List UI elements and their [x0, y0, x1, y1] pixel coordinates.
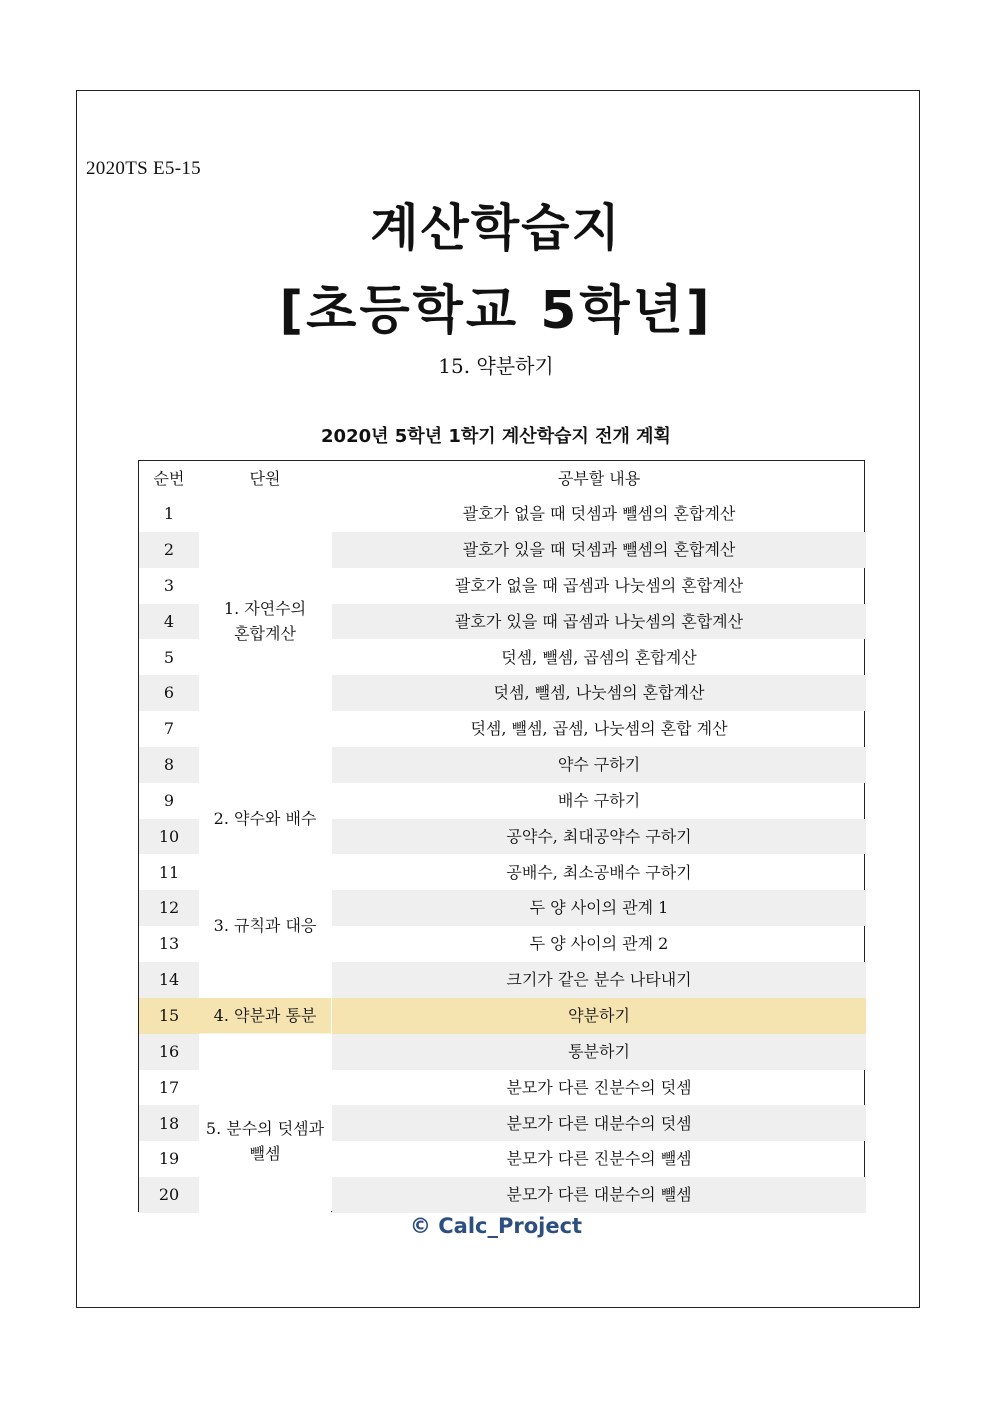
copyright-footer: © Calc_Project [409, 1214, 583, 1238]
row-number: 12 [139, 890, 199, 926]
lesson-title: 15. 약분하기 [438, 354, 554, 378]
row-number: 20 [139, 1177, 199, 1213]
row-number: 9 [163, 790, 175, 810]
row-number: 17 [158, 1077, 180, 1097]
row-content: 약수 구하기 [332, 747, 866, 783]
row-number: 15 [139, 998, 199, 1034]
document-code: 2020TS E5-15 [86, 158, 201, 179]
header-unit: 단원 [249, 468, 281, 488]
row-number: 13 [158, 934, 180, 954]
row-content: 괄호가 없을 때 덧셈과 뺄셈의 혼합계산 [462, 504, 736, 524]
unit-cell: 5. 분수의 덧셈과 뺄셈 [199, 1070, 331, 1213]
row-content: 괄호가 없을 때 곱셈과 나눗셈의 혼합계산 [454, 575, 744, 595]
unit-cell: 4. 약분과 통분 [199, 962, 331, 1070]
row-content: 분모가 다른 대분수의 뺄셈 [332, 1177, 866, 1213]
plan-heading: 2020년 5학년 1학기 계산학습지 전개 계획 [321, 426, 671, 447]
row-number: 2 [139, 532, 199, 568]
row-number: 8 [139, 747, 199, 783]
row-content: 분모가 다른 대분수의 덧셈 [332, 1105, 866, 1141]
header-num: 순번 [153, 468, 185, 488]
row-number: 11 [158, 862, 180, 882]
page-title: 계산학습지 [370, 199, 622, 257]
row-content: 크기가 같은 분수 나타내기 [332, 962, 866, 998]
row-content: 분모가 다른 진분수의 뺄셈 [506, 1149, 692, 1169]
page-subtitle-grade: [초등학교 5학년] [279, 281, 713, 341]
row-content: 두 양 사이의 관계 1 [332, 890, 866, 926]
row-number: 3 [163, 575, 175, 595]
row-number: 10 [139, 819, 199, 855]
row-content: 통분하기 [332, 1034, 866, 1070]
row-content: 공약수, 최대공약수 구하기 [332, 819, 866, 855]
row-number: 5 [163, 647, 175, 667]
row-number: 18 [139, 1105, 199, 1141]
unit-cell: 3. 규칙과 대응 [199, 890, 331, 962]
row-content: 공배수, 최소공배수 구하기 [506, 862, 692, 882]
plan-table [138, 460, 865, 1212]
row-content: 두 양 사이의 관계 2 [529, 934, 669, 954]
row-number: 14 [139, 962, 199, 998]
row-number: 1 [163, 504, 175, 524]
row-number: 4 [139, 604, 199, 640]
row-content: 덧셈, 뺄셈, 곱셈, 나눗셈의 혼합 계산 [470, 719, 728, 739]
row-content: 덧셈, 뺄셈, 나눗셈의 혼합계산 [332, 675, 866, 711]
unit-cell: 2. 약수와 배수 [199, 747, 331, 890]
row-number: 7 [163, 719, 175, 739]
row-content: 괄호가 있을 때 덧셈과 뺄셈의 혼합계산 [332, 532, 866, 568]
row-number: 19 [158, 1149, 180, 1169]
header-content: 공부할 내용 [557, 468, 641, 488]
row-content: 배수 구하기 [557, 790, 641, 810]
row-content: 덧셈, 뺄셈, 곱셈의 혼합계산 [501, 647, 697, 667]
row-content: 분모가 다른 진분수의 덧셈 [506, 1077, 692, 1097]
row-content: 약분하기 [332, 998, 866, 1034]
unit-cell: 1. 자연수의 혼합계산 [199, 496, 331, 747]
row-content: 괄호가 있을 때 곱셈과 나눗셈의 혼합계산 [332, 604, 866, 640]
row-number: 16 [139, 1034, 199, 1070]
row-number: 6 [139, 675, 199, 711]
